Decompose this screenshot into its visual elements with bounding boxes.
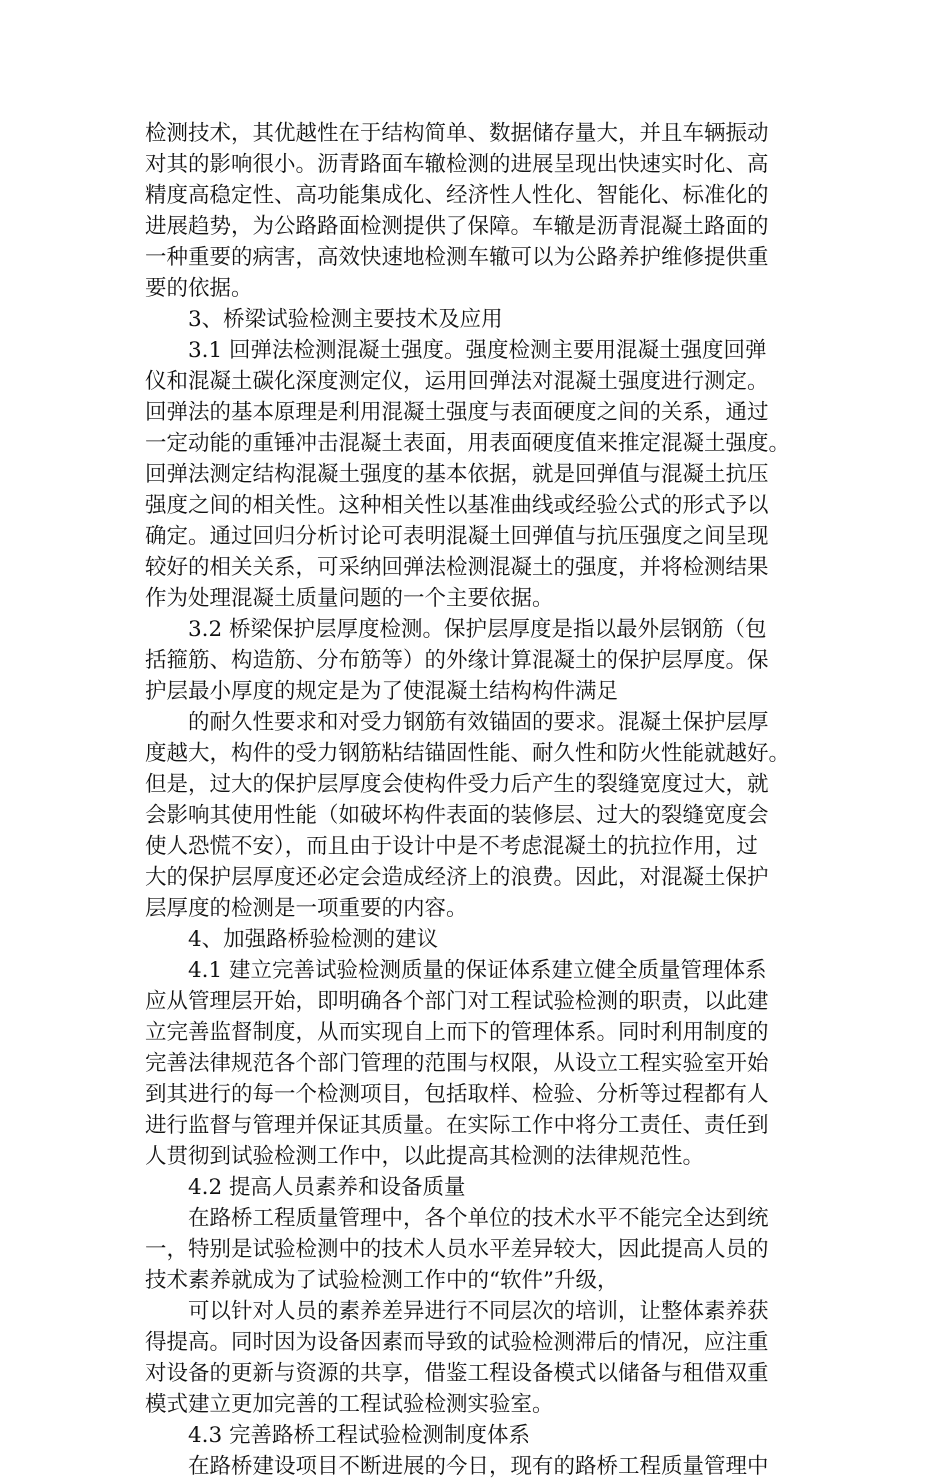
text-line: 技术素养就成为了试验检测工作中的“软件”升级， xyxy=(145,1268,619,1293)
text-line: 但是，过大的保护层厚度会使构件受力后产生的裂缝宽度过大，就 xyxy=(145,772,769,797)
text-line: 回弹法的基本原理是利用混凝土强度与表面硬度之间的关系，通过 xyxy=(145,400,769,425)
text-line: 进行监督与管理并保证其质量。在实际工作中将分工责任、责任到 xyxy=(145,1113,769,1138)
text-line: 完善法律规范各个部门管理的范围与权限，从设立工程实验室开始 xyxy=(145,1051,769,1076)
text-line: 使人恐慌不安），而且由于设计中是不考虑混凝土的抗拉作用，过 xyxy=(145,834,758,859)
text-line: 较好的相关关系，可采纳回弹法检测混凝土的强度，并将检测结果 xyxy=(145,555,769,580)
text-line: 仪和混凝土碳化深度测定仪，运用回弹法对混凝土强度进行测定。 xyxy=(145,369,769,394)
text-line: 检测技术，其优越性在于结构简单、数据储存量大，并且车辆振动 xyxy=(145,121,769,146)
text-line: 4.1 建立完善试验检测质量的保证体系建立健全质量管理体系 xyxy=(188,958,767,983)
text-line: 立完善监督制度，从而实现自上而下的管理体系。同时利用制度的 xyxy=(145,1020,769,1045)
text-line: 强度之间的相关性。这种相关性以基准曲线或经验公式的形式予以 xyxy=(145,493,769,518)
text-line: 护层最小厚度的规定是为了使混凝土结构构件满足 xyxy=(145,679,619,704)
text-line: 4.3 完善路桥工程试验检测制度体系 xyxy=(188,1423,531,1448)
text-line: 得提高。同时因为设备因素而导致的试验检测滞后的情况，应注重 xyxy=(145,1330,769,1355)
text-line: 层厚度的检测是一项重要的内容。 xyxy=(145,896,468,921)
text-line: 一种重要的病害，高效快速地检测车辙可以为公路养护维修提供重 xyxy=(145,245,769,270)
text-line: 对其的影响很小。沥青路面车辙检测的进展呈现出快速实时化、高 xyxy=(145,152,769,177)
text-line: 在路桥工程质量管理中，各个单位的技术水平不能完全达到统 xyxy=(188,1206,769,1231)
text-line: 作为处理混凝土质量问题的一个主要依据。 xyxy=(145,586,554,611)
text-line: 4、加强路桥验检测的建议 xyxy=(188,927,439,952)
text-line: 3.2 桥梁保护层厚度检测。保护层厚度是指以最外层钢筋（包 xyxy=(188,617,767,642)
text-line: 一定动能的重锤冲击混凝土表面，用表面硬度值来推定混凝土强度。 xyxy=(145,431,791,456)
text-line: 度越大，构件的受力钢筋粘结锚固性能、耐久性和防火性能就越好。 xyxy=(145,741,791,766)
text-line: 的耐久性要求和对受力钢筋有效锚固的要求。混凝土保护层厚 xyxy=(188,710,769,735)
text-line: 人贯彻到试验检测工作中，以此提高其检测的法律规范性。 xyxy=(145,1144,705,1169)
text-line: 回弹法测定结构混凝土强度的基本依据，就是回弹值与混凝土抗压 xyxy=(145,462,769,487)
document-body xyxy=(145,118,805,1482)
text-line: 模式建立更加完善的工程试验检测实验室。 xyxy=(145,1392,554,1417)
text-line: 括箍筋、构造筋、分布筋等）的外缘计算混凝土的保护层厚度。保 xyxy=(145,648,769,673)
text-line: 3、桥梁试验检测主要技术及应用 xyxy=(188,307,503,332)
text-line: 应从管理层开始，即明确各个部门对工程试验检测的职责，以此建 xyxy=(145,989,769,1014)
text-line: 会影响其使用性能（如破坏构件表面的装修层、过大的裂缝宽度会 xyxy=(145,803,769,828)
text-line: 精度高稳定性、高功能集成化、经济性人性化、智能化、标准化的 xyxy=(145,183,769,208)
text-line: 确定。通过回归分析讨论可表明混凝土回弹值与抗压强度之间呈现 xyxy=(145,524,769,549)
text-line: 进展趋势，为公路路面检测提供了保障。车辙是沥青混凝土路面的 xyxy=(145,214,769,239)
text-line: 对设备的更新与资源的共享，借鉴工程设备模式以储备与租借双重 xyxy=(145,1361,769,1386)
text-line: 一，特别是试验检测中的技术人员水平差异较大，因此提高人员的 xyxy=(145,1237,769,1262)
text-line: 4.2 提高人员素养和设备质量 xyxy=(188,1175,466,1200)
text-line: 要的依据。 xyxy=(145,276,253,301)
text-line: 大的保护层厚度还必定会造成经济上的浪费。因此，对混凝土保护 xyxy=(145,865,769,890)
text-line: 3.1 回弹法检测混凝土强度。强度检测主要用混凝土强度回弹 xyxy=(188,338,767,363)
text-line: 在路桥建设项目不断进展的今日，现有的路桥工程质量管理中 xyxy=(188,1454,769,1479)
text-line: 可以针对人员的素养差异进行不同层次的培训，让整体素养获 xyxy=(188,1299,769,1324)
text-line: 到其进行的每一个检测项目，包括取样、检验、分析等过程都有人 xyxy=(145,1082,769,1107)
